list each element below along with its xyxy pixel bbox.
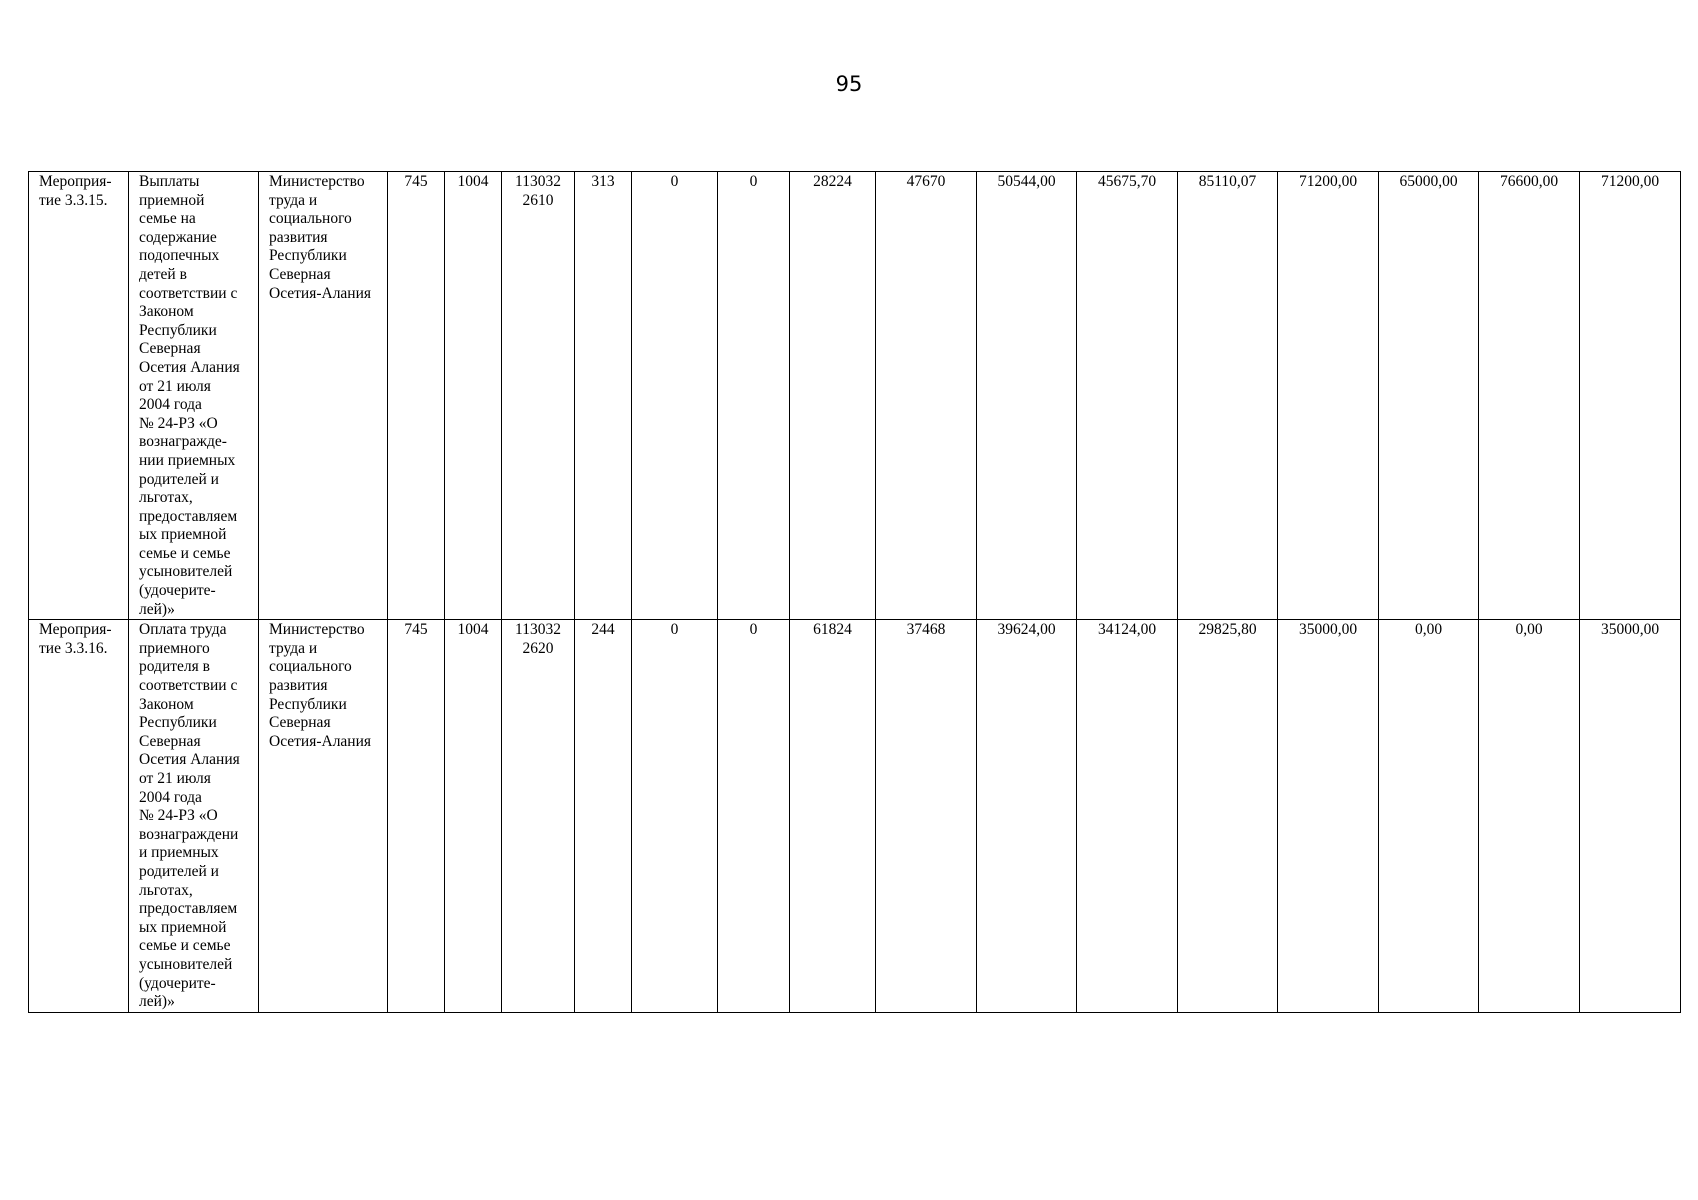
cell-value-1: 0: [632, 172, 718, 620]
table-body: [29, 172, 1681, 1013]
cell-value-11: 35000,00: [1580, 620, 1681, 1012]
cell-value-8: 71200,00: [1278, 172, 1379, 620]
cell-grbs: 745: [388, 172, 445, 620]
cell-value-7: 29825,80: [1178, 620, 1278, 1012]
executor-cell: Министерство труда и социального развития Республики Северная Осетия-Алания: [259, 620, 388, 1012]
cell-value-6: 45675,70: [1077, 172, 1178, 620]
cell-value-4: 37468: [876, 620, 977, 1012]
cell-csr: 113032 2620: [502, 620, 575, 1012]
table-row: [29, 620, 1681, 1012]
cell-value-4: 47670: [876, 172, 977, 620]
cell-csr: 113032 2610: [502, 172, 575, 620]
cell-value-3: 61824: [790, 620, 876, 1012]
activity-name-cell: Оплата труда приемного родителя в соответствии с Законом Республики Северная Осетия Алания от 21 июля 2004 года № 24-РЗ «О вознаграждени и приемных родителей и льготах, предоставляем ых приемной семье и семье усыновителей (удочерите- лей)»: [129, 620, 259, 1012]
cell-value-10: 0,00: [1479, 620, 1580, 1012]
cell-value-2: 0: [718, 172, 790, 620]
budget-table: [28, 171, 1681, 1013]
cell-grbs: 745: [388, 620, 445, 1012]
cell-value-3: 28224: [790, 172, 876, 620]
activity-name-cell: Выплаты приемной семье на содержание подопечных детей в соответствии с Законом Республики Северная Осетия Алания от 21 июля 2004 года № 24-РЗ «О вознагражде- нии приемных родителей и льготах, предоставляем ых приемной семье и семье усыновителей (удочерите- лей)»: [129, 172, 259, 620]
cell-value-1: 0: [632, 620, 718, 1012]
cell-value-8: 35000,00: [1278, 620, 1379, 1012]
cell-vr: 313: [575, 172, 632, 620]
cell-value-5: 39624,00: [977, 620, 1077, 1012]
cell-value-9: 0,00: [1379, 620, 1479, 1012]
table-row: [29, 172, 1681, 620]
cell-value-10: 76600,00: [1479, 172, 1580, 620]
page-number: 95: [835, 72, 863, 96]
executor-cell: Министерство труда и социального развития Республики Северная Осетия-Алания: [259, 172, 388, 620]
cell-rz-pr: 1004: [445, 172, 502, 620]
cell-rz-pr: 1004: [445, 620, 502, 1012]
activity-code-cell: Мероприя- тие 3.3.16.: [29, 620, 129, 1012]
cell-value-5: 50544,00: [977, 172, 1077, 620]
cell-value-2: 0: [718, 620, 790, 1012]
activity-code-cell: Мероприя- тие 3.3.15.: [29, 172, 129, 620]
cell-value-6: 34124,00: [1077, 620, 1178, 1012]
cell-value-7: 85110,07: [1178, 172, 1278, 620]
cell-value-11: 71200,00: [1580, 172, 1681, 620]
cell-value-9: 65000,00: [1379, 172, 1479, 620]
cell-vr: 244: [575, 620, 632, 1012]
